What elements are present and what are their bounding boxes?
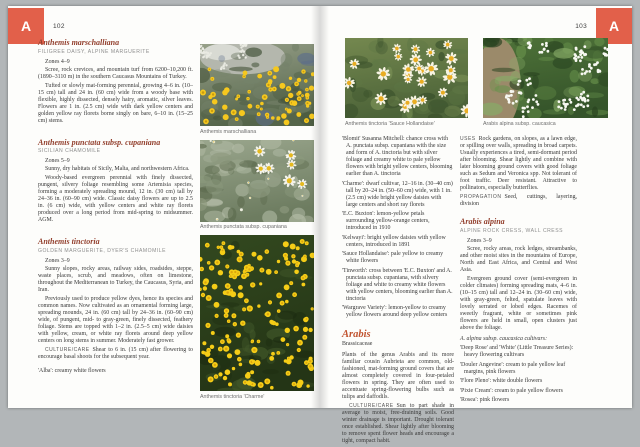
habitat-paragraph: Scree, rock crevices, and mountain turf from 6200–10,200 ft. (1890–3110 m) in the southern Caucasus Mountains of Turkey. (38, 67, 193, 81)
figure-tinctoria-charme (200, 235, 314, 400)
uses-text: Rock gardens, on slopes, as a lawn edge, or spilling over walls, spreading in broad carpets. Usually experiences a tired, semi-dormant period after blooming. Shear lightly and combine with later blooming ground covers with good foliage such as Sedum and Veronica spp. Not tolerant of foot traffic. Deer resistant. Attractive to pollinators, especially butterflies. (460, 136, 577, 191)
cultivar-entry: 'Flore Pleno': white double flowers (460, 378, 577, 385)
zones-line: Zones 4–9 (38, 59, 193, 66)
propagation-paragraph (460, 194, 577, 208)
species-common-names: GOLDEN MARGUERITE, DYER'S CHAMOMILE (38, 248, 193, 254)
right-column-1 (342, 136, 454, 447)
propagation-label: PROPAGATION (460, 194, 501, 200)
figure-sauce-hollandaise (345, 38, 468, 127)
cultivar-entry: 'Kelwayi': bright yellow daisies with yellow centers, introduced in 1891 (342, 235, 454, 249)
description-paragraph: Previously used to produce yellow dyes, hence its species and common names. Now cultivated as an ornamental forming large, spreading mounds, 24 in. (60 cm) tall by 24–36 in. (60–90 cm) wide, of pungent, mid- to gray-green, finely dissected, feathery foliage. Stems are topped with 1–2 in. (2.5–5 cm) wide daisies with yellow, cream, or white ray florets around deep yellow centers on long stems in summer. Moderately fast grower. (38, 296, 193, 345)
genus-intro-paragraph: Plants of the genus Arabis and its more familiar cousin Aubrieta are common, old-fashioned, mat-forming ground covers that are almost completely covered in four-petaled flowers in spring. They are often used to accentuate spring-flowering bulbs such as tulips and daffodils. (342, 352, 454, 401)
species-common-names: FILIGREE DAISY, ALPINE MARGUERITE (38, 49, 193, 55)
plant-photo (200, 140, 314, 222)
habitat-paragraph: Scree, rocky areas, rock ledges, streambanks, and other moist sites in the mountains of Europe, North and East Africa, and Central and West Asia. (460, 246, 577, 274)
left-text-column (38, 38, 193, 377)
figure-arabis-caucasica (483, 38, 608, 127)
plant-photo (200, 235, 314, 391)
alpha-tab-right: A (596, 8, 632, 44)
figure-caption: Anthemis punctata subsp. cupaniana (200, 224, 314, 230)
propagation-text: Seed, cuttings, layering, division (460, 194, 577, 207)
species-entry-arabis-alpina (460, 217, 577, 404)
species-common-names: ALPINE ROCK CRESS, WALL CRESS (460, 228, 577, 234)
figure-caption: Anthemis tinctoria 'Sauce Hollandaise' (345, 121, 468, 127)
cultivar-entry: 'Pixie Cream': cream to pale yellow flowers (460, 388, 577, 395)
cultivar-entry: 'Alba': creamy white flowers (38, 368, 193, 375)
cultivar-entry: 'Deep Rose' and 'White' (Little Treasure Series): heavy flowering cultivars (460, 345, 577, 359)
description-paragraph: Evergreen ground cover (semi-evergreen in colder climates) forming spreading mats, 4–6 in. (10–15 cm) tall and 12–24 in. (30–60 cm) wide, with gray-green, felted, spatulate leaves with lovely serrated or lobed edges. Racemes of sweetly fragrant, white or sometimes pink flowers are held in small, open clusters just above the foliage. (460, 276, 577, 332)
species-title: Anthemis tinctoria (38, 237, 193, 246)
right-column-2 (460, 136, 577, 407)
family-name: Brassicaceae (342, 341, 454, 348)
page-number-left: 102 (53, 23, 65, 30)
uses-paragraph (460, 136, 577, 192)
cultivar-note: A. alpina subsp. caucasica cultivars: (460, 336, 577, 343)
figure-caption: Anthemis marschalliana (200, 129, 314, 135)
figure-caption: Anthemis tinctoria 'Charme' (200, 394, 314, 400)
genus-heading: Arabis (342, 329, 454, 340)
page-number-right: 103 (575, 23, 587, 30)
cultivar-entry: 'Tinworth': cross between 'E.C. Buxton' and A. punctata subsp. cupaniana, with silvery foliage and white to creamy white flowers with yellow centers, blooming earlier than A. tinctoria (342, 268, 454, 303)
alpha-tab-left: A (8, 8, 44, 44)
species-title: Arabis alpina (460, 217, 577, 226)
culture-care-label: CULTURE/CARE (45, 347, 90, 353)
plant-photo (345, 38, 468, 118)
plant-photo (200, 44, 314, 126)
species-title: Anthemis marschalliana (38, 38, 193, 47)
zones-line: Zones 3–9 (460, 238, 577, 245)
cultivar-entry: 'Douler Angevine': cream to pale yellow leaf margins, pink flowers (460, 362, 577, 376)
figure-punctata (200, 140, 314, 231)
culture-care-text: Sun to part shade in average to moist, free-draining soils. Good winter drainage is important. Drought tolerant once established. Shear lightly after blooming to remove spent flower heads and encourage a tight, compact habit. (342, 403, 454, 444)
zones-line: Zones 5–9 (38, 158, 193, 165)
species-common-names: SICILIAN CHAMOMILE (38, 148, 193, 154)
habitat-paragraph: Sunny, dry habitats of Sicily, Malta, and northwestern Africa. (38, 166, 193, 173)
description-paragraph: Woody-based evergreen perennial with finely dissected, pungent, silvery foliage resembling some Artemisia species, forming a moderately spreading mound, 12 in. (30 cm) tall by 24–36 in. (60–90 cm) wide. Classic daisy flowers are up to 2.5 in. (6 cm) wide, with yellow centers and white ray florets produced over a long period from mid-spring to midsummer. AGM. (38, 175, 193, 224)
habitat-paragraph: Sunny slopes, rocky areas, railway sides, roadsides, steppe, waste places, scrub, and meadows, often on limestone, throughout the Mediterranean to Turkey, the Caucasus, Syria, and Iran. (38, 266, 193, 294)
culture-care-text: Shear to 6 in. (15 cm) after flowering to encourage basal shoots for the subsequent year. (38, 347, 193, 360)
page-left (8, 6, 320, 408)
cultivar-entry: 'Blomit' Susanna Mitchell: chance cross with A. punctata subsp. cupaniana with the size and form of A. tinctoria but with silver foliage and creamy white to pale yellow flowers with bright yellow centers, blooming earlier than A. tinctoria (342, 136, 454, 178)
plant-photo (483, 38, 608, 118)
description-paragraph: Tufted or slowly mat-forming perennial, growing 4–6 in. (10–15 cm) tall and 24 in. (60 cm) wide from a woody base with flexible, highly dissected, densely hairy, aromatic, silver leaves. Flowers are 1 in. (2.5 cm) wide with dark yellow centers and golden yellow ray florets borne singly on bare, 6–10 in. (15–25 cm) stems. (38, 83, 193, 125)
species-entry-tinctoria (38, 237, 193, 375)
cultivar-entry: 'Sauce Hollandaise': pale yellow to creamy white flowers (342, 251, 454, 265)
culture-care-label: CULTURE/CARE (349, 403, 394, 409)
cultivar-entry: 'Rosea': pink flowers (460, 397, 577, 404)
cultivar-entry: 'Charme': dwarf cultivar, 12–16 in. (30–40 cm) tall by 20–24 in. (50–60 cm) wide, with 1 in. (2.5 cm) wide bright yellow daisies with large centers and short ray florets (342, 181, 454, 209)
book-spread-pages (8, 6, 632, 408)
cultivar-entry: 'Wargrave Variety': lemon-yellow to creamy yellow flowers around deep yellow centers (342, 305, 454, 319)
zones-line: Zones 3–9 (38, 258, 193, 265)
species-entry-punctata (38, 138, 193, 225)
left-image-column (200, 44, 314, 405)
culture-care-paragraph (342, 403, 454, 445)
figure-caption: Arabis alpina subsp. caucasica (483, 121, 608, 127)
species-entry-marschalliana (38, 38, 193, 125)
species-title: Anthemis punctata subsp. cupaniana (38, 138, 193, 147)
figure-marschalliana (200, 44, 314, 135)
cultivar-entry: 'E.C. Buxton': lemon-yellow petals surrounding yellow-orange centers, introduced in 1910 (342, 211, 454, 232)
page-right (320, 6, 632, 408)
culture-care-paragraph (38, 347, 193, 361)
right-figure-row (320, 38, 632, 130)
page-gutter-shadow (311, 6, 329, 408)
uses-label: USES (460, 136, 476, 142)
